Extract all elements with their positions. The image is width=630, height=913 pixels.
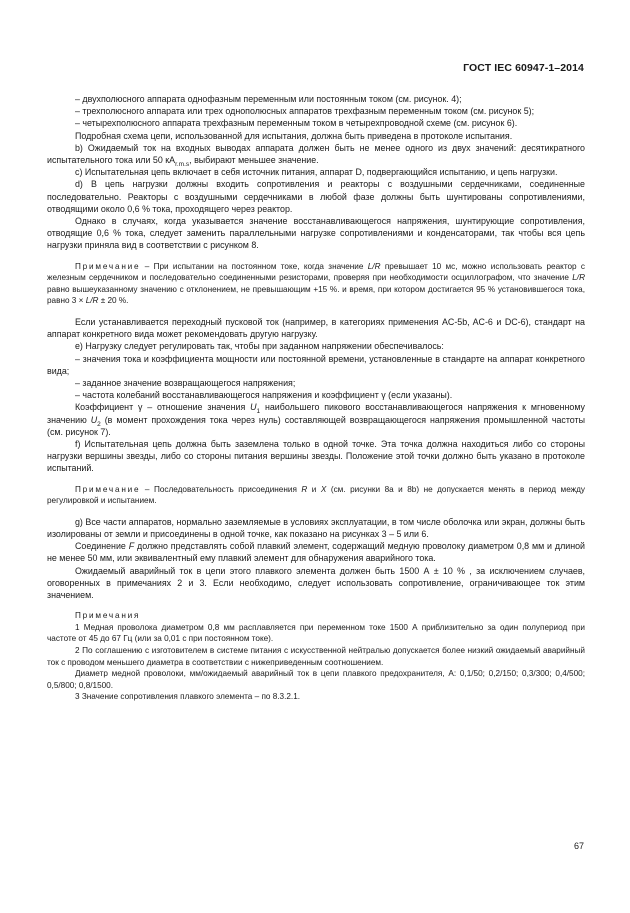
paragraph: Коэффициент γ – отношение значения $U_1$ наибольшего пикового восстанавливающегося напряжения к мгновенному значению $U_2$ (в момент прохождения тока через нуль) составляющей возвращающегося напряжения промышленной частоты (см. рисунок 7). [47,402,585,437]
paragraph: c) Испытательная цепь включает в себя источник питания, аппарат D, подвергающийся испытанию, и цепь нагрузки. [75,167,558,178]
note-1: Примечание – При испытании на постоянном токе, когда значение L/R превышает 10 мс, можно использовать реактор с железным сердечником и последовательно соединенными резисторами, проверяя при необходимости осциллографом, что значение L/R равно вышеуказанному значению с отклонением, не превышающим +15 %. и время, при котором достигается 95 % установившегося тока, равно 3 × L/R ± 20 %. [47,261,585,306]
paragraph: Соединение F должно представлять собой плавкий элемент, содержащий медную проволоку диаметром 0,8 мм и длиной не менее 50 мм, или эквивалентный ему плавкий элемент для обнаружения аварийного тока. [47,541,585,564]
paragraph: – частота колебаний восстанавливающегося напряжения и коэффициент γ (если указаны). [75,390,453,401]
paragraph: e) Нагрузку следует регулировать так, чтобы при заданном напряжении обеспечивалось: [75,341,444,352]
note-item-2: 2 По соглашению с изготовителем в системе питания с искусственной нейтралью допускается более низкий ожидаемый аварийный ток с проводом меньшего диаметра в соответствии с нижеприведенным соотношением. [47,646,585,667]
paragraph: – заданное значение возвращающегося напряжения; [75,378,296,389]
paragraph: – трехполюсного аппарата или трех однополюсных аппаратов трехфазным переменным током (см. рисунок 5); [75,106,535,117]
paragraph: Если устанавливается переходный пусковой ток (например, в категориях применения AC-5b, AC-6 и DC-6), стандарт на аппарат конкретного вида может рекомендовать другую нагрузку. [47,317,585,340]
standard-header: ГОСТ IEC 60947-1–2014 [463,62,584,74]
paragraph: f) Испытательная цепь должна быть заземлена только в одной точке. Эта точка должна находиться либо со стороны нагрузки вершины звезды, либо со стороны питания вершины звезды. Положение этой точки должно быть указано в протоколе испытаний. [47,439,585,474]
paragraph: – четырехполюсного аппарата трехфазным переменным током в четырехпроводной схеме (см. рисунок 6). [75,118,518,129]
paragraph: Однако в случаях, когда указывается значение восстанавливающегося напряжения, шунтирующие сопротивления, отводящие 0,6 % тока, следует заменить параллельными нагрузке сопротивлениями и конденсаторами, так чтобы вся цепь нагрузки приняла вид в соответствии с рисунком 8. [47,216,585,251]
subscript-rms: r.m.s [175,160,190,168]
paragraph: – значения тока и коэффициента мощности или постоянной времени, установленные в стандарте на аппарат конкретного вида; [47,353,585,376]
paragraph: Подробная схема цепи, использованной для испытания, должна быть приведена в протоколе испытания. [75,130,513,141]
note-item-2-values: Диаметр медной проволоки, мм/ожидаемый аварийный ток в цепи плавкого предохранителя, А: 0,1/50; 0,2/150; 0,3/300; 0,4/500; 0,5/800; 0,8/1500. [47,669,585,690]
note-2: Примечание – Последовательность присоединения R и X (см. рисунки 8а и 8b) не допускается менять в период между регулировкой и испытанием. [47,484,586,506]
note-item-1: 1 Медная проволока диаметром 0,8 мм расплавляется при переменном токе 1500 А приблизительно за один полупериод при частоте от 45 до 67 Гц (или за 0,01 с при постоянном токе). [47,622,585,644]
paragraph: Ожидаемый аварийный ток в цепи этого плавкого элемента должен быть 1500 А ± 10 % , за исключением случаев, оговоренных в примечаниях 2 и 3. Если необходимо, следует использовать сопротивление, ограничивающее ток этим значением. [47,565,585,601]
page-content [47,93,585,703]
note-item-3: 3 Значение сопротивления плавкого элемента – по 8.3.2.1. [75,692,301,702]
page-number: 67 [573,841,584,851]
paragraph: d) В цепь нагрузки должны входить сопротивления и реакторы с воздушными сердечниками, соединенные последовательно. Реакторы с воздушными сердечниками в любой фазе должны быть шунтированы сопротивлениями, отводящими около 0,6 % тока, проходящего через реактор. [47,179,585,214]
paragraph: b) Ожидаемый ток на входных выводах аппарата должен быть не менее одного из двух значений: десятикратного испытательного тока или 50 $кА_{r.m.s}$, выбирают меньшее значение. [47,142,585,168]
paragraph: – двухполюсного аппарата однофазным переменным или постоянным током (см. рисунок. 4); [75,94,462,104]
notes-title: Примечания [75,611,141,621]
paragraph: g) Все части аппаратов, нормально заземляемые в условиях эксплуатации, в том числе оболочка или экран, должны быть изолированы от земли и присоединены в одной точке, как показано на рисунках 3 – 5 или 6. [47,516,585,540]
